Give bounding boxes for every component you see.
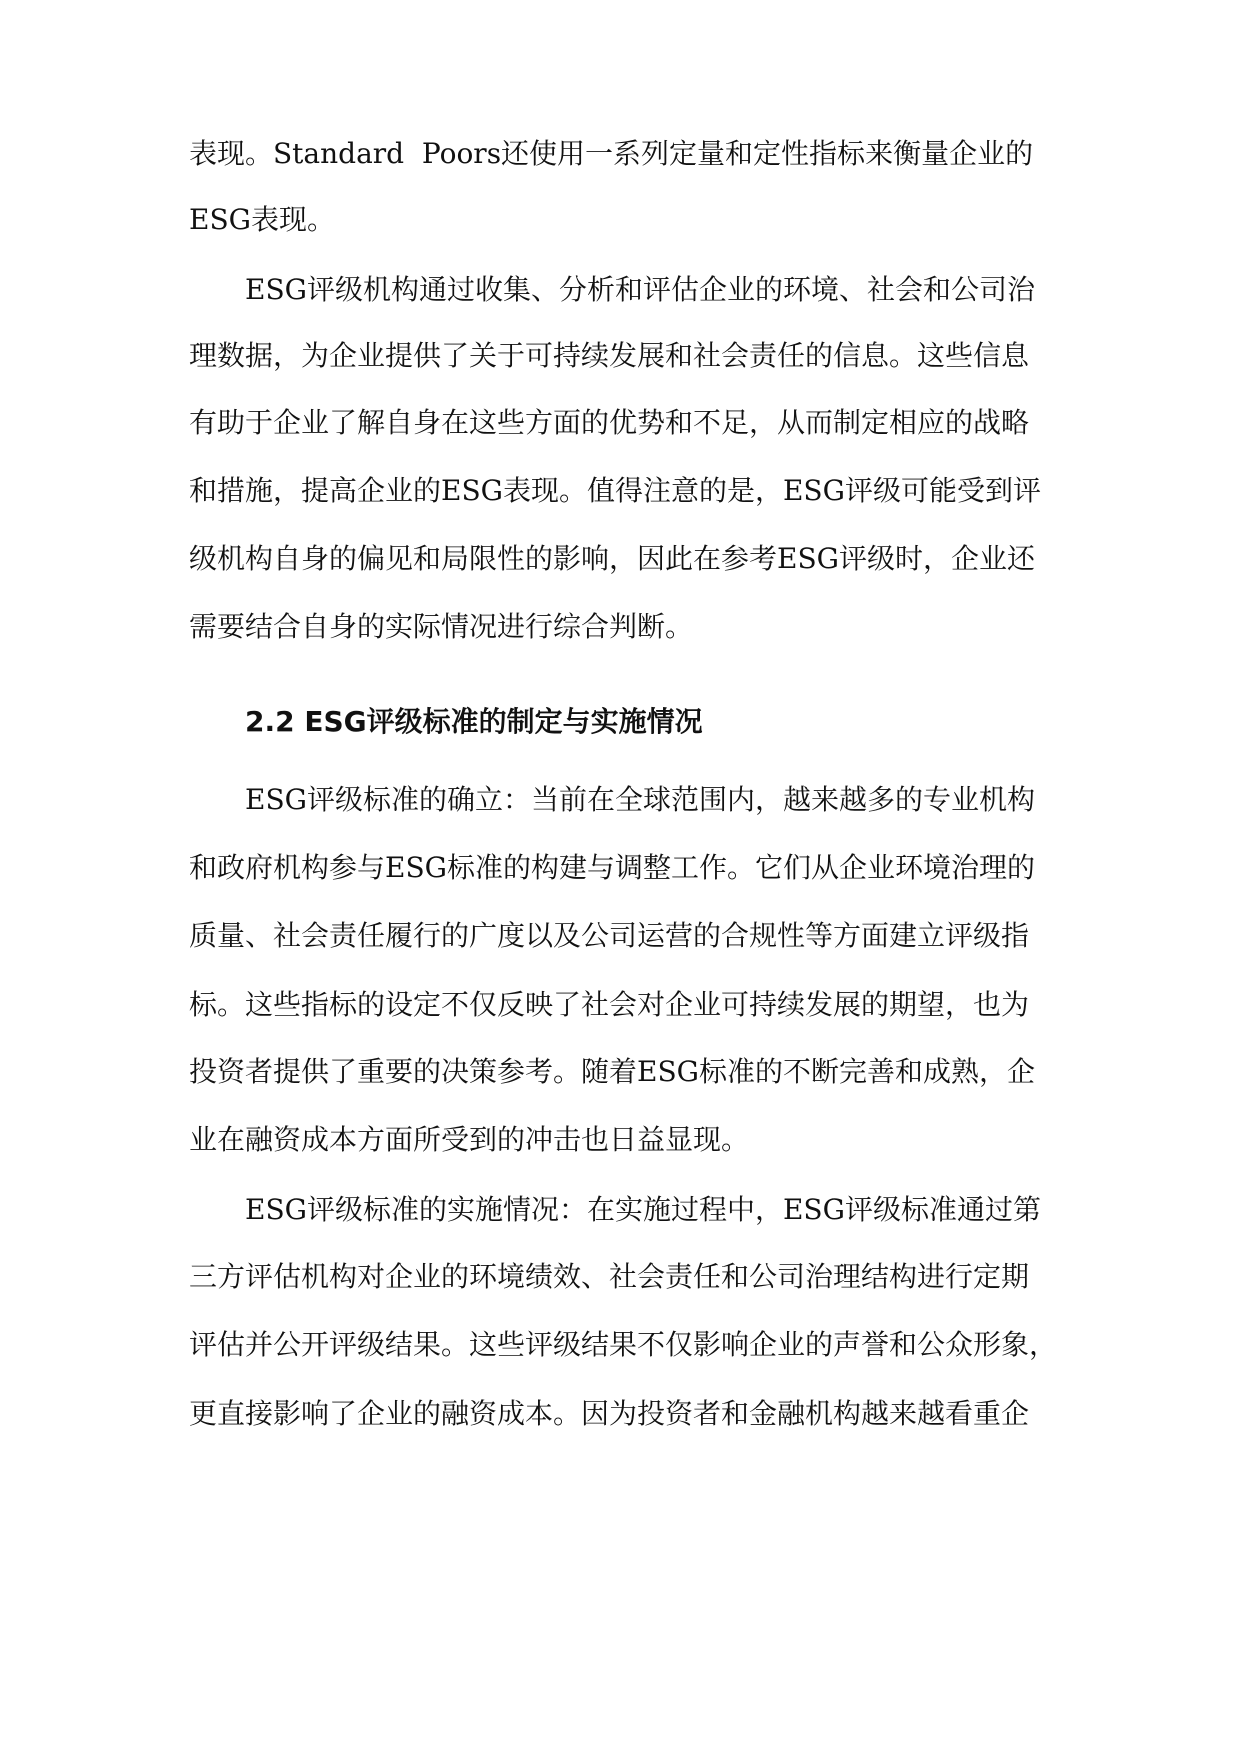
paragraph-3-line-3: 质量、社会责任履行的广度以及公司运营的合规性等方面建立评级指 [189,919,1030,952]
paragraph-4-line-2: 三方评估机构对企业的环境绩效、社会责任和公司治理结构进行定期 [189,1260,1030,1293]
paragraph-3-line-1: ESG评级标准的确立：当前在全球范围内，越来越多的专业机构 [245,783,1035,816]
paragraph-3-line-5: 投资者提供了重要的决策参考。随着ESG标准的不断完善和成熟，企 [189,1055,1035,1088]
paragraph-2-line-6: 需要结合自身的实际情况进行综合判断。 [189,610,694,643]
paragraph-1-line-2: ESG表现。 [189,203,335,236]
paragraph-4-line-3: 评估并公开评级结果。这些评级结果不仅影响企业的声誉和公众形象， [189,1328,1058,1361]
paragraph-3-line-2: 和政府机构参与ESG标准的构建与调整工作。它们从企业环境治理的 [189,851,1035,884]
paragraph-2-line-4: 和措施，提高企业的ESG表现。值得注意的是，ESG评级可能受到评 [189,474,1041,507]
paragraph-3-line-6: 业在融资成本方面所受到的冲击也日益显现。 [189,1123,750,1156]
paragraph-2-line-5: 级机构自身的偏见和局限性的影响，因此在参考ESG评级时，企业还 [189,542,1035,575]
paragraph-3-line-4: 标。这些指标的设定不仅反映了社会对企业可持续发展的期望，也为 [189,988,1030,1021]
paragraph-1-line-1: 表现。Standard Poors还使用一系列定量和定性指标来衡量企业的 [189,137,1034,170]
paragraph-4-line-1: ESG评级标准的实施情况：在实施过程中，ESG评级标准通过第 [245,1193,1041,1226]
paragraph-2-line-2: 理数据，为企业提供了关于可持续发展和社会责任的信息。这些信息 [189,339,1030,372]
paragraph-4-line-4: 更直接影响了企业的融资成本。因为投资者和金融机构越来越看重企 [189,1397,1030,1430]
paragraph-2-line-1: ESG评级机构通过收集、分析和评估企业的环境、社会和公司治 [245,273,1035,306]
section-heading: 2.2 ESG评级标准的制定与实施情况 [245,705,703,738]
paragraph-2-line-3: 有助于企业了解自身在这些方面的优势和不足，从而制定相应的战略 [189,406,1030,439]
